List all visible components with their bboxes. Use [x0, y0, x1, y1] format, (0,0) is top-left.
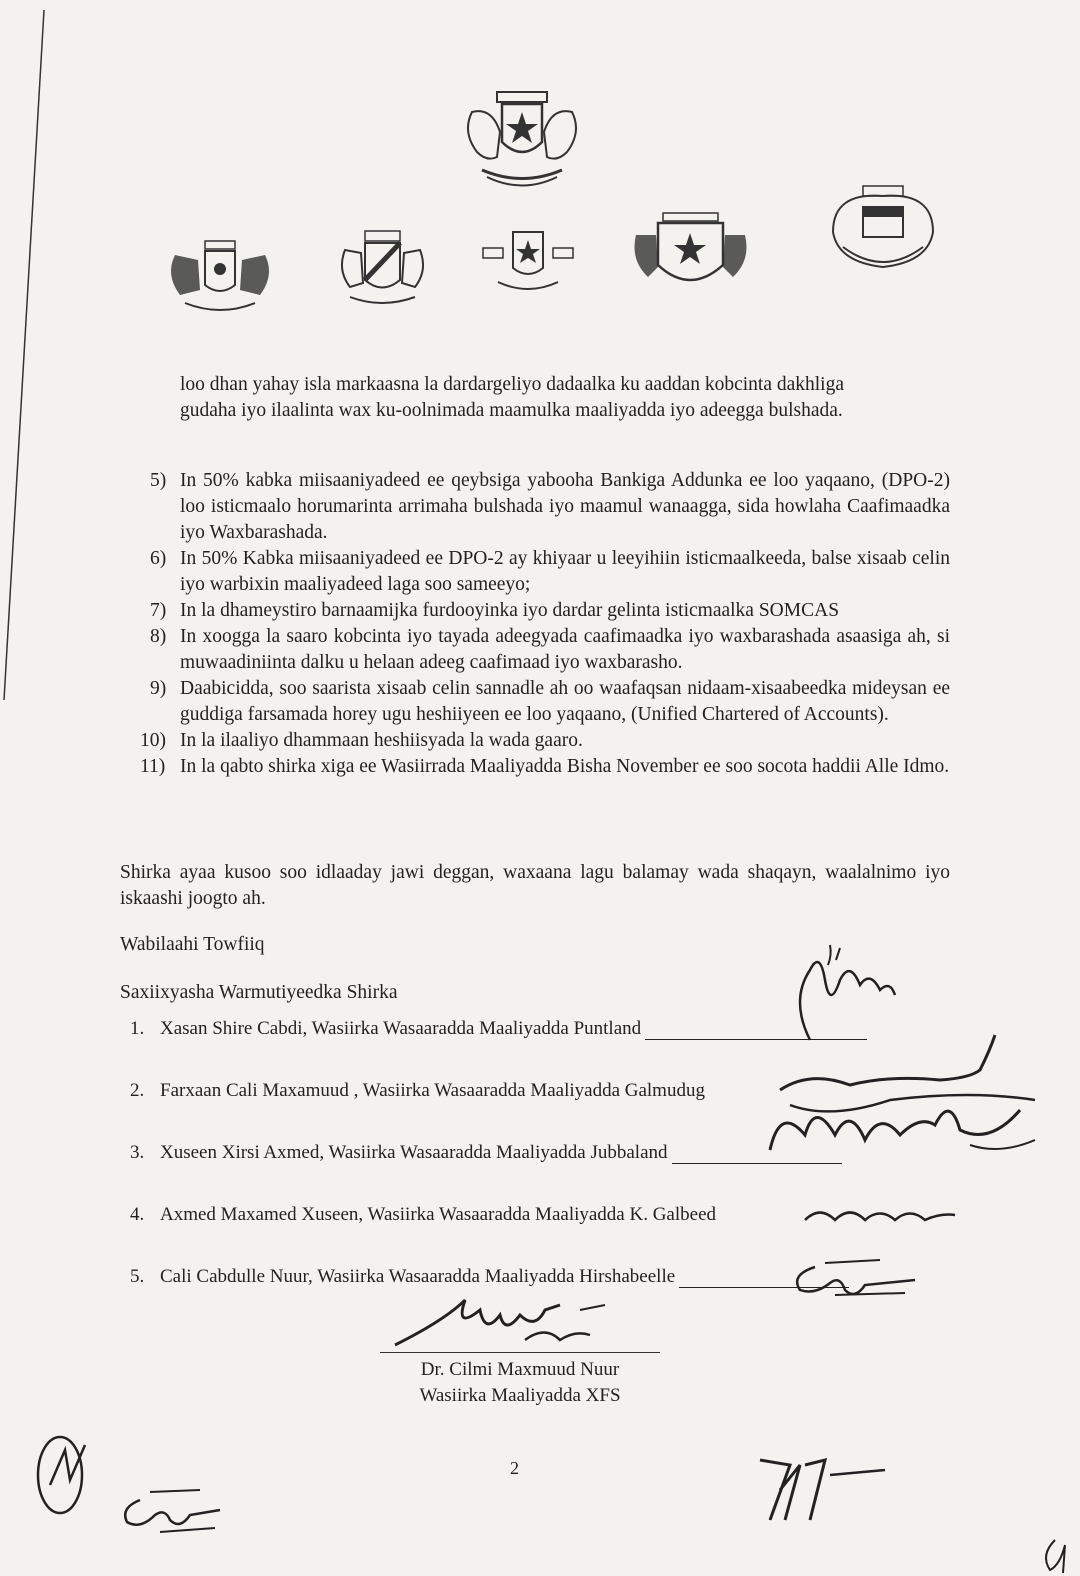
- closing-paragraph: [120, 860, 950, 912]
- item-number: 7): [150, 600, 167, 621]
- initials-bottom-left2-icon: [115, 1480, 225, 1540]
- item-text: In la ilaaliyo dhammaan heshiisyada la wada gaaro.: [180, 730, 583, 751]
- signature-federal-minister-icon: [385, 1290, 615, 1355]
- item-number: 10): [140, 730, 166, 751]
- signature-hirshabeelle-icon: [785, 1255, 925, 1305]
- item-text: In 50% Kabka miisaaniyadeed ee DPO-2 ay khiyaar u leeyihiin isticmaalkeeda, balse xisaab celin iyo warbixin maaliyadeed laga soo sameeyo;: [180, 548, 950, 595]
- minister-signature-block: [380, 1352, 660, 1409]
- signer-row: [130, 1018, 867, 1040]
- signer-row: [130, 1080, 705, 1102]
- signer-row: [130, 1204, 716, 1226]
- signature-kgalbeed-icon: [800, 1195, 960, 1235]
- item-number: 9): [150, 678, 167, 699]
- list-item: [120, 728, 950, 754]
- signer-number: 4.: [130, 1204, 145, 1225]
- intro-paragraph: [180, 372, 950, 424]
- signer-row: [130, 1142, 842, 1164]
- list-item: [120, 598, 950, 624]
- item-text: In la dhameystiro barnaamijka furdooyinka iyo dardar gelinta isticmaalka SOMCAS: [180, 600, 840, 621]
- signer-text: Cali Cabdulle Nuur, Wasiirka Wasaaradda Maaliyadda Hirshabeelle: [160, 1266, 676, 1287]
- closing-text: Shirka ayaa kusoo soo idlaaday jawi deggan, waxaana lagu balamay wada shaqayn, waalalnimo iyo iskaashi joogto ah.: [120, 862, 950, 909]
- corner-mark-icon: [1035, 1535, 1075, 1575]
- signer-number: 3.: [130, 1142, 145, 1163]
- signer-text: Xuseen Xirsi Axmed, Wasiirka Wasaaradda Maaliyadda Jubbaland: [160, 1142, 668, 1163]
- minister-name: Dr. Cilmi Maxmuud Nuur: [420, 1359, 620, 1380]
- signer-number: 1.: [130, 1018, 145, 1039]
- intro-line-2: gudaha iyo ilaalinta wax ku-oolnimada maamulka maaliyadda iyo adeegga bulshada.: [180, 400, 843, 421]
- initials-bottom-right-icon: [750, 1450, 900, 1530]
- item-text: Daabicidda, soo saarista xisaab celin sannadle ah oo waafaqsan nidaam-xisaabeedka mideysan ee guddiga farsamada horey ugu heshiiyeen ee loo yaqaano, (Unified Chartered of Accounts).: [180, 678, 950, 725]
- list-item: [120, 676, 950, 728]
- list-item: [120, 546, 950, 598]
- signature-jubbaland-icon: [760, 1085, 1040, 1165]
- item-text: In xoogga la saaro kobcinta iyo tayada adeegyada caafimaadka iyo waxbarashada asaasiga ah, si muwaadiniinta dalku u helaan adeeg caafimaad iyo waxbarasho.: [180, 626, 950, 673]
- item-text: In la qabto shirka xiga ee Wasiirrada Maaliyadda Bisha November ee soo socota haddii Alle Idmo.: [180, 756, 950, 777]
- list-item: [120, 468, 950, 546]
- signer-row: [130, 1266, 849, 1288]
- minister-title: Wasiirka Maaliyadda XFS: [419, 1385, 621, 1406]
- signer-text: Farxaan Cali Maxamuud , Wasiirka Wasaaradda Maaliyadda Galmudug: [160, 1080, 705, 1101]
- initials-bottom-left-icon: [25, 1430, 105, 1520]
- item-text: In 50% kabka miisaaniyadeed ee qeybsiga yabooha Bankiga Addunka ee loo yaqaano, (DPO-2) loo isticmaalo horumarinta arrimaha bulshada iyo maamul wanaagga, sida howlaha Caafimaadka iyo Waxbarashada.: [180, 470, 950, 543]
- greeting: Wabilaahi Towfiiq: [120, 934, 265, 955]
- puntland-emblem-icon: [818, 182, 948, 277]
- intro-line-1: loo dhan yahay isla markaasna la dardargeliyo dadaalka ku aaddan kobcinta dakhliga: [180, 374, 845, 395]
- signer-number: 2.: [130, 1080, 145, 1101]
- jubbaland-emblem-icon: [478, 220, 578, 300]
- item-number: 11): [140, 756, 166, 777]
- galmudug-emblem-icon: [160, 235, 280, 320]
- list-item: [120, 754, 950, 780]
- page-number: 2: [510, 1458, 519, 1478]
- emblems-header: [0, 0, 1080, 340]
- signer-text: Axmed Maxamed Xuseen, Wasiirka Wasaaradda Maaliyadda K. Galbeed: [160, 1204, 717, 1225]
- signer-text: Xasan Shire Cabdi, Wasiirka Wasaaradda Maaliyadda Puntland: [160, 1018, 642, 1039]
- item-number: 5): [150, 470, 167, 491]
- hirshabeelle-emblem-icon: [335, 225, 430, 310]
- signatures-heading: Saxiixyasha Warmutiyeedka Shirka: [120, 982, 398, 1003]
- federal-coat-of-arms-icon: [452, 82, 592, 197]
- item-number: 6): [150, 548, 167, 569]
- resolutions-list: [120, 468, 950, 780]
- koonfur-galbeed-emblem-icon: [628, 205, 753, 300]
- signer-number: 5.: [130, 1266, 145, 1287]
- list-item: [120, 624, 950, 676]
- item-number: 8): [150, 626, 167, 647]
